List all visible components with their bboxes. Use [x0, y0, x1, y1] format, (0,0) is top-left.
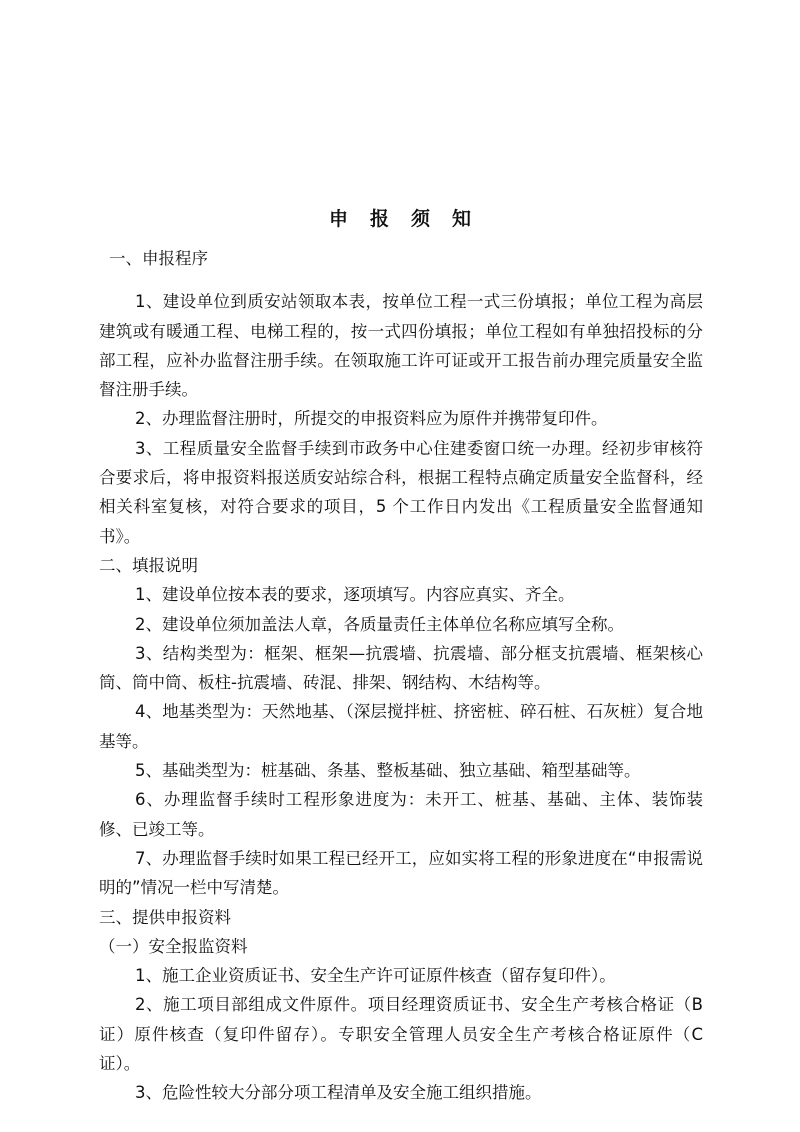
paragraph: 1、施工企业资质证书、安全生产许可证原件核查（留存复印件）。 — [135, 966, 616, 986]
paragraph: 7、办理监督手续时如果工程已经开工，应如实将工程的形象进度在“申报需说明的”情况一栏中写清楚。 — [99, 848, 703, 898]
paragraph: 3、危险性较大分部分项工程清单及安全施工组织措施。 — [135, 1083, 542, 1103]
document-title: 申报须知 — [328, 208, 493, 230]
paragraph: 4、地基类型为：天然地基、（深层搅拌桩、挤密桩、碎石桩、石灰桩）复合地基等。 — [99, 702, 703, 751]
paragraph: 2、办理监督注册时，所提交的申报资料应为原件并携带复印件。 — [135, 409, 608, 429]
paragraph: 1、建设单位按本表的要求，逐项填写。内容应真实、齐全。 — [135, 585, 575, 605]
document-body — [99, 244, 703, 1108]
subsection-heading-safety: （一）安全报监资料 — [99, 936, 248, 956]
paragraph: 3、结构类型为：框架、框架—抗震墙、抗震墙、部分框支抗震墙、框架核心筒、筒中筒、板柱-抗震墙、砖混、排架、钢结构、木结构等。 — [99, 643, 703, 693]
paragraph: 2、建设单位须加盖法人章，各质量责任主体单位名称应填写全称。 — [135, 614, 624, 634]
paragraph: 5、基础类型为：桩基础、条基、整板基础、独立基础、箱型基础等。 — [135, 761, 641, 781]
section-heading-procedure: 一、申报程序 — [109, 249, 208, 268]
paragraph: 2、施工项目部组成文件原件。项目经理资质证书、安全生产考核合格证（B证）原件核查（复印件留存）。专职安全管理人员安全生产考核合格证原件（C证）。 — [99, 995, 703, 1074]
section-heading-instructions: 二、填报说明 — [99, 555, 198, 575]
paragraph: 1、建设单位到质安站领取本表，按单位工程一式三份填报；单位工程为高层建筑或有暖通工程、电梯工程的，按一式四份填报；单位工程如有单独招投标的分部工程，应补办监督注册手续。在领取施工许可证或开工报告前办理完质量安全监督注册手续。 — [99, 292, 703, 400]
paragraph: 3、工程质量安全监督手续到市政务中心住建委窗口统一办理。经初步审核符合要求后，将申报资料报送质安站综合科，根据工程特点确定质量安全监督科，经相关科室复核，对符合要求的项目，5 个工作日内发出《工程质量安全监督通知书》。 — [99, 438, 703, 546]
paragraph: 6、办理监督手续时工程形象进度为：未开工、桩基、基础、主体、装饰装修、已竣工等。 — [99, 790, 703, 839]
section-heading-materials: 三、提供申报资料 — [99, 907, 231, 927]
